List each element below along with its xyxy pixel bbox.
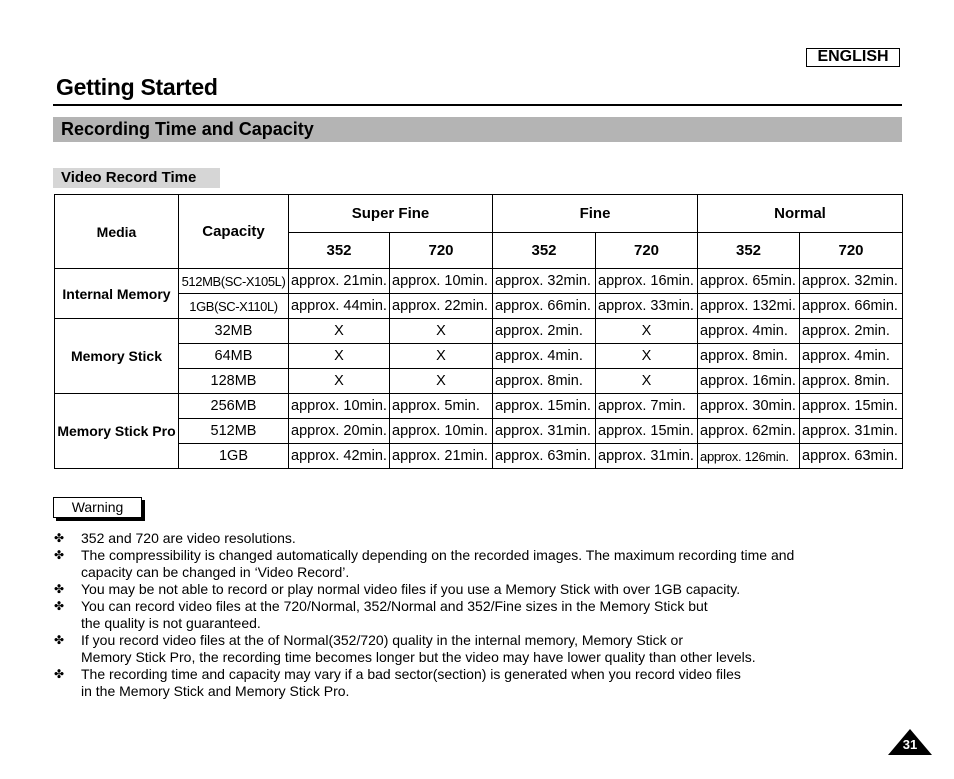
time-cell: approx. 2min. [800, 319, 903, 344]
time-cell: approx. 63min. [493, 444, 596, 469]
time-cell: approx. 42min. [289, 444, 390, 469]
capacity-cell: 1GB(SC-X110L) [179, 294, 289, 319]
time-cell: X [596, 344, 698, 369]
time-cell: approx. 15min. [800, 394, 903, 419]
time-cell: approx. 31min. [493, 419, 596, 444]
time-cell: X [289, 319, 390, 344]
time-cell: X [390, 369, 493, 394]
note-item [54, 598, 854, 632]
time-cell: approx. 31min. [596, 444, 698, 469]
header-resolution: 352 [289, 233, 390, 269]
warning-label: Warning [53, 497, 142, 518]
header-resolution: 720 [390, 233, 493, 269]
subsection-title: Video Record Time [61, 169, 197, 186]
bullet-icon: ✤ [54, 667, 65, 681]
capacity-cell: 32MB [179, 319, 289, 344]
table-row [55, 294, 903, 319]
header-media: Media [55, 195, 179, 269]
title-divider [53, 104, 902, 106]
time-cell: approx. 10min. [390, 269, 493, 294]
time-cell: approx. 10min. [390, 419, 493, 444]
note-line: the quality is not guaranteed. [81, 615, 261, 631]
page-number: 31 [902, 737, 918, 752]
bullet-icon: ✤ [54, 582, 65, 596]
time-cell: approx. 7min. [596, 394, 698, 419]
capacity-cell: 256MB [179, 394, 289, 419]
note-line: The compressibility is changed automatically depending on the recorded images. The maximum recording time and [81, 547, 795, 563]
time-cell: X [289, 344, 390, 369]
time-cell: approx. 44min. [289, 294, 390, 319]
capacity-cell: 1GB [179, 444, 289, 469]
time-cell: approx. 126min. [698, 444, 800, 469]
time-cell: approx. 132mi. [698, 294, 800, 319]
media-cell: Memory Stick [55, 319, 179, 394]
time-cell: approx. 2min. [493, 319, 596, 344]
time-cell: approx. 20min. [289, 419, 390, 444]
time-cell: approx. 22min. [390, 294, 493, 319]
bullet-icon: ✤ [54, 599, 65, 613]
bullet-icon: ✤ [54, 548, 65, 562]
header-capacity: Capacity [179, 195, 289, 269]
note-line: capacity can be changed in ‘Video Record’. [81, 564, 350, 580]
time-cell: approx. 31min. [800, 419, 903, 444]
capacity-cell: 64MB [179, 344, 289, 369]
warning-notes [54, 530, 854, 700]
header-resolution: 352 [698, 233, 800, 269]
time-cell: approx. 15min. [493, 394, 596, 419]
time-cell: approx. 4min. [800, 344, 903, 369]
note-item [54, 547, 854, 581]
header-quality-super-fine: Super Fine [289, 195, 493, 233]
note-line: You can record video files at the 720/Normal, 352/Normal and 352/Fine sizes in the Memory Stick but [81, 598, 708, 614]
header-resolution: 352 [493, 233, 596, 269]
note-line: If you record video files at the of Normal(352/720) quality in the internal memory, Memory Stick or [81, 632, 683, 648]
section-header [53, 117, 902, 142]
time-cell: approx. 16min. [698, 369, 800, 394]
note-line: in the Memory Stick and Memory Stick Pro. [81, 683, 350, 699]
time-cell: approx. 63min. [800, 444, 903, 469]
note-item [54, 530, 854, 547]
time-cell: approx. 21min. [289, 269, 390, 294]
time-cell: approx. 32min. [493, 269, 596, 294]
recording-time-table [54, 194, 903, 469]
table-header [55, 195, 903, 269]
page-title: Getting Started [56, 74, 218, 100]
time-cell: approx. 4min. [493, 344, 596, 369]
note-line: You may be not able to record or play normal video files if you use a Memory Stick with over 1GB capacity. [81, 581, 741, 597]
time-cell: approx. 8min. [698, 344, 800, 369]
language-badge: ENGLISH [806, 48, 900, 67]
note-line: 352 and 720 are video resolutions. [81, 530, 296, 546]
time-cell: approx. 15min. [596, 419, 698, 444]
note-line: Memory Stick Pro, the recording time becomes longer but the video may have lower quality than other levels. [81, 649, 756, 665]
note-item [54, 666, 854, 700]
table-row [55, 444, 903, 469]
time-cell: approx. 33min. [596, 294, 698, 319]
capacity-cell: 128MB [179, 369, 289, 394]
time-cell: approx. 32min. [800, 269, 903, 294]
time-cell: approx. 62min. [698, 419, 800, 444]
bullet-icon: ✤ [54, 531, 65, 545]
time-cell: approx. 8min. [800, 369, 903, 394]
header-quality-fine: Fine [493, 195, 698, 233]
time-cell: X [289, 369, 390, 394]
time-cell: approx. 10min. [289, 394, 390, 419]
time-cell: X [390, 344, 493, 369]
time-cell: approx. 21min. [390, 444, 493, 469]
subsection-header [53, 168, 220, 188]
section-title: Recording Time and Capacity [61, 119, 314, 139]
time-cell: approx. 66min. [800, 294, 903, 319]
bullet-icon: ✤ [54, 633, 65, 647]
header-resolution: 720 [596, 233, 698, 269]
capacity-cell: 512MB [179, 419, 289, 444]
time-cell: X [596, 319, 698, 344]
capacity-cell: 512MB(SC-X105L) [179, 269, 289, 294]
table-row [55, 269, 903, 294]
note-line: The recording time and capacity may vary if a bad sector(section) is generated when you record video files [81, 666, 741, 682]
time-cell: approx. 30min. [698, 394, 800, 419]
table-row [55, 319, 903, 344]
time-cell: approx. 16min. [596, 269, 698, 294]
note-item [54, 581, 854, 598]
time-cell: approx. 66min. [493, 294, 596, 319]
table-row [55, 394, 903, 419]
time-cell: approx. 65min. [698, 269, 800, 294]
time-cell: X [390, 319, 493, 344]
time-cell: approx. 5min. [390, 394, 493, 419]
table-row [55, 369, 903, 394]
table-body [55, 269, 903, 469]
media-cell: Memory Stick Pro [55, 394, 179, 469]
time-cell: X [596, 369, 698, 394]
time-cell: approx. 4min. [698, 319, 800, 344]
header-resolution: 720 [800, 233, 903, 269]
note-item [54, 632, 854, 666]
table-row [55, 344, 903, 369]
header-quality-normal: Normal [698, 195, 903, 233]
time-cell: approx. 8min. [493, 369, 596, 394]
table-row [55, 419, 903, 444]
media-cell: Internal Memory [55, 269, 179, 319]
